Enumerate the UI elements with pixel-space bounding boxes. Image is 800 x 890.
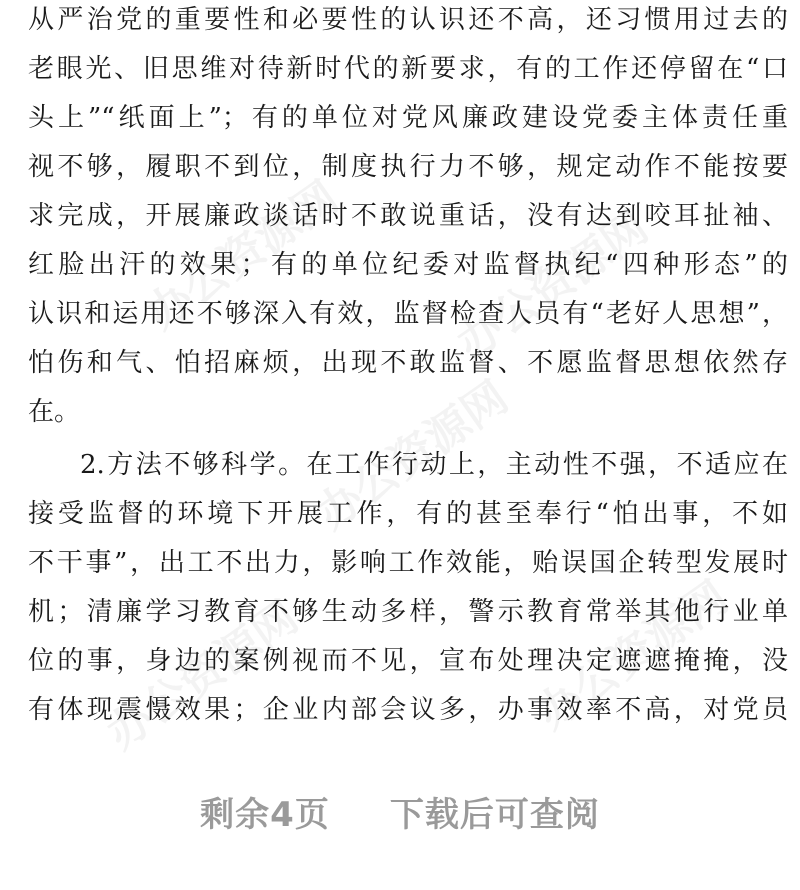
text-line: 机；清廉学习教育不够生动多样，警示教育常举其他行业单	[28, 597, 788, 627]
text-line: 位的事，身边的案例视而不见，宣布处理决定遮遮掩掩，没	[28, 646, 788, 676]
text-line: 求完成，开展廉政谈话时不敢说重话，没有达到咬耳扯袖、	[28, 201, 788, 231]
watermark: 办公资源网	[307, 371, 518, 540]
text-line: 不干事”，出工不出力，影响工作效能，贻误国企转型发展时	[28, 548, 788, 578]
text-line: 接受监督的环境下开展工作，有的甚至奉行“怕出事，不如	[28, 499, 788, 529]
text-line: 怕伤和气、怕招麻烦，出现不敢监督、不愿监督思想依然存	[28, 348, 788, 378]
text-line: 从严治党的重要性和必要性的认识还不高，还习惯用过去的	[28, 5, 788, 35]
text-line: 认识和运用还不够深入有效，监督检查人员有“老好人思想”，	[28, 299, 788, 329]
download-prompt[interactable]	[0, 785, 800, 837]
text-line: 视不够，履职不到位，制度执行力不够，规定动作不能按要	[28, 152, 788, 182]
text-line: 老眼光、旧思维对待新时代的新要求，有的工作还停留在“口	[28, 54, 788, 84]
text-line: 2.方法不够科学。在工作行动上，主动性不强，不适应在	[80, 450, 788, 480]
text-line: 在。	[28, 397, 81, 427]
watermark: 办公资源网	[137, 171, 348, 340]
watermark: 办公资源网	[447, 201, 658, 370]
remaining-pages-label: 剩余4页	[200, 794, 330, 835]
watermark: 办公资源网	[97, 591, 308, 760]
watermark: 办公资源网	[527, 571, 738, 740]
text-line: 头上”“纸面上”；有的单位对党风廉政建设党委主体责任重	[28, 103, 788, 133]
text-line: 有体现震慑效果；企业内部会议多，办事效率不高，对党员	[28, 695, 788, 725]
download-hint-label: 下载后可查阅	[389, 794, 600, 835]
text-line: 红脸出汗的效果；有的单位纪委对监督执纪“四种形态”的	[28, 250, 788, 280]
